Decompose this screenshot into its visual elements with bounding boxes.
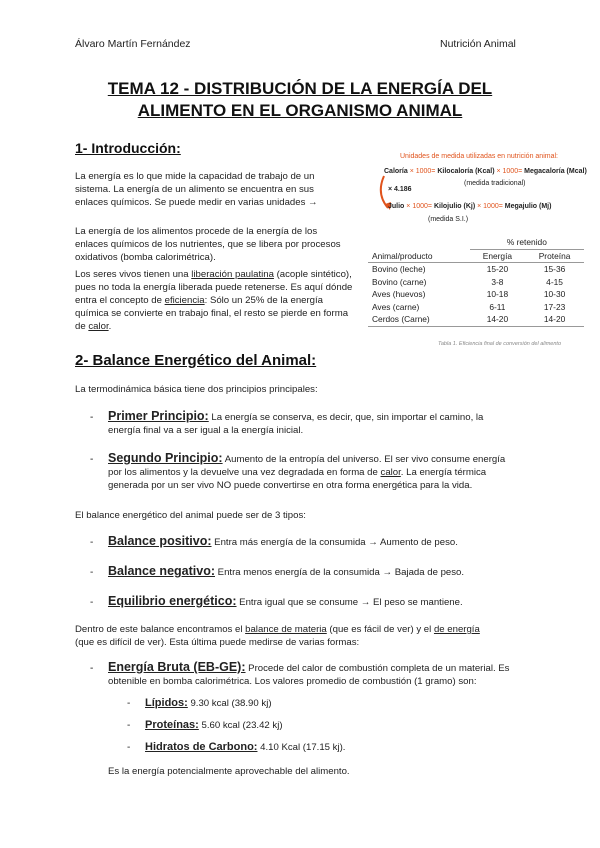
intro-paragraph-1: [75, 170, 375, 209]
bullet-dash: -: [90, 454, 94, 465]
bullet-dash: -: [127, 698, 131, 709]
text-line: generada por un ser vivo NO puede convertirse en otra forma energética para la vida.: [108, 480, 473, 491]
type-balance-negativo: [90, 565, 550, 579]
unit-kilojulio: Kilojulio (Kj): [433, 203, 476, 210]
title-line-1: TEMA 12 - DISTRIBUCIÓN DE LA ENERGÍA DEL: [107, 79, 493, 98]
table-cell: Bovino (carne): [372, 276, 427, 287]
bullet-dash: -: [90, 663, 94, 674]
principle-2: [90, 452, 550, 492]
intro-paragraph-3: [75, 268, 375, 333]
text-line: sistema. La energía de un alimento se encuentra en sus: [75, 184, 314, 195]
text-span: Entra igual que se consume → El peso se mantiene.: [236, 597, 463, 608]
term-liberacion-paulatina: liberación paulatina: [191, 269, 274, 280]
text-span: Entra menos energía de la consumida → Bajada de peso.: [215, 567, 465, 578]
table-cell: 14-20: [543, 314, 566, 325]
text-span: Procede del calor de combustión completa de un material. Es: [245, 663, 510, 674]
balance-heading-text: 2- Balance Energético del Animal:: [75, 352, 317, 369]
si-note: (medida S.I.): [428, 216, 469, 223]
text-line: oxidativos (bomba calorimétrica).: [75, 252, 216, 263]
term-balance-positivo: Balance positivo:: [108, 534, 212, 548]
nutrient-lipidos: [127, 697, 272, 710]
conversion-factor: × 4.186: [388, 186, 412, 193]
term-primer-principio: Primer Principio:: [108, 409, 209, 423]
term-calor: calor: [88, 321, 109, 332]
table-cell: 10-18: [486, 289, 509, 300]
table-cell: 6-11: [489, 301, 506, 312]
bullet-dash: -: [127, 720, 131, 731]
table-cell: Aves (carne): [372, 301, 420, 312]
text-line: enlaces químicos. Se puede medir en varias unidades →: [75, 197, 318, 208]
retention-table: [368, 236, 584, 327]
table-cell: 17-23: [543, 301, 566, 312]
course-header: Nutrición Animal: [440, 38, 516, 50]
table-cell: 15-20: [486, 264, 509, 275]
unit-kilocaloria: Kilocaloría (Kcal): [437, 168, 495, 175]
term-proteinas: Proteínas:: [145, 719, 199, 731]
intro-paragraph-2: [75, 225, 375, 264]
table-cell: 3-8: [491, 276, 504, 287]
energia-bruta-item: [90, 661, 550, 688]
term-hidratos-carbono: Hidratos de Carbono:: [145, 741, 258, 753]
text-line: enlaces químicos de los nutrientes, que se libera por procesos: [75, 239, 341, 250]
text-span: : Sólo un 25% de la energía: [204, 295, 324, 306]
text-line: [75, 294, 375, 307]
table-cell: Bovino (leche): [372, 264, 426, 275]
term-energia-bruta: Energía Bruta (EB-GE):: [108, 660, 246, 674]
nutrient-proteinas: [127, 719, 283, 732]
text-span: .: [108, 321, 112, 332]
bullet-dash: -: [90, 597, 94, 608]
nutrient-value: 9.30 kcal (38.90 kj): [187, 698, 272, 709]
table-cell: 15-36: [543, 264, 566, 275]
table-header: Proteína: [538, 250, 571, 261]
table-header-row: [368, 249, 584, 263]
factor: × 1000=: [406, 203, 432, 210]
energia-bruta-text: [90, 661, 550, 688]
table-row: [368, 313, 584, 326]
term-balance-negativo: Balance negativo:: [108, 564, 215, 578]
text-span: Entra más energía de la consumida → Aumento de peso.: [211, 537, 458, 548]
text-span: Dentro de este balance encontramos el: [75, 624, 246, 635]
bullet-dash: -: [127, 742, 131, 753]
table-cell: 14-20: [486, 314, 509, 325]
table-header: Energía: [482, 250, 513, 261]
title-line-2: ALIMENTO EN EL ORGANISMO ANIMAL: [137, 101, 463, 120]
nutrient-hidratos: [127, 741, 345, 754]
unit-megacaloria: Megacaloría (Mcal): [524, 168, 587, 175]
table-cell: 4-15: [546, 276, 563, 287]
thermo-intro: La termodinámica básica tiene dos principios principales:: [75, 384, 318, 395]
text-line: química se convierte en trabajo final, el resto se pierde en forma: [75, 308, 349, 319]
table-row: [368, 263, 584, 276]
text-line: (que es difícil de ver). Esta última puede medirse de varias formas:: [75, 637, 360, 648]
term-lipidos: Lípidos:: [145, 697, 188, 709]
unit-julio: Julio: [388, 203, 405, 210]
type-balance-positivo: [90, 535, 550, 549]
term-de-energia: de energía: [433, 624, 480, 635]
text-line: obtenible en bomba calorimétrica. Los valores promedio de combustión (1 gramo) son:: [108, 676, 477, 687]
text-span: de: [75, 321, 89, 332]
bullet-dash: -: [90, 567, 94, 578]
text-span: por los alimentos y la devuelve una vez degradada en forma de: [108, 467, 381, 478]
intro-heading: 1- Introducción:: [75, 140, 181, 156]
text-line: La energía de los alimentos procede de la energía de los: [75, 226, 318, 237]
unit-caloria: Caloría: [384, 168, 408, 175]
term-eficiencia: eficiencia: [164, 295, 205, 306]
factor: × 1000=: [496, 168, 523, 175]
forms-paragraph: [75, 623, 545, 649]
text-line: La energía es lo que mide la capacidad de trabajo de un: [75, 171, 315, 182]
text-span: (que es fácil de ver) y el: [326, 624, 434, 635]
calorie-row: [384, 168, 587, 175]
table-cell: Aves (huevos): [372, 289, 426, 300]
balance-heading: [75, 352, 316, 369]
unit-megajulio: Megajulio (Mj): [504, 203, 552, 210]
units-figure: [372, 150, 587, 350]
balance-types-intro: El balance energético del animal puede ser de 3 tipos:: [75, 510, 306, 521]
nutrient-value: 4.10 Kcal (17.15 kj).: [257, 742, 346, 753]
principle-text: [90, 410, 540, 437]
term-equilibrio-energetico: Equilibrio energético:: [108, 594, 237, 608]
table-cell: [368, 236, 470, 249]
table-group-header: % retenido: [470, 236, 584, 249]
figure-title: Unidades de medida utilizadas en nutrición animal:: [400, 153, 558, 160]
energia-bruta-note: Es la energía potencialmente aprovechable del alimento.: [108, 766, 350, 777]
factor: × 1000=: [409, 168, 436, 175]
term-balance-materia: balance de materia: [245, 624, 327, 635]
type-equilibrio: [90, 595, 550, 609]
page-title: [60, 78, 540, 122]
traditional-note: (medida tradicional): [464, 180, 526, 187]
term-segundo-principio: Segundo Principio:: [108, 451, 223, 465]
text-line: energía final va a ser igual a la energía inicial.: [108, 425, 304, 436]
table-cell: 10-30: [543, 289, 566, 300]
factor: × 1000=: [477, 203, 503, 210]
text-span: entra el concepto de: [75, 295, 165, 306]
nutrient-value: 5.60 kcal (23.42 kj): [198, 720, 283, 731]
table-header: Animal/producto: [372, 250, 433, 261]
author-header: Álvaro Martín Fernández: [75, 38, 191, 50]
text-line: [75, 268, 375, 281]
table-row: [368, 301, 584, 314]
text-line: pues no toda la energía liberada puede retenerse. Es aquí dónde: [75, 282, 353, 293]
text-span: Los seres vivos tienen una: [75, 269, 192, 280]
principle-1: [90, 410, 540, 437]
table-cell: Cerdos (Carne): [372, 314, 430, 325]
joule-row: [388, 203, 551, 210]
text-span: . La energía térmica: [400, 467, 487, 478]
text-span: La energía se conserva, es decir, que, sin importar el camino, la: [208, 412, 484, 423]
principle-text: [90, 452, 550, 492]
term-calor: calor: [380, 467, 401, 478]
text-line: [75, 320, 375, 333]
text-span: (acople sintético),: [273, 269, 352, 280]
bullet-dash: -: [90, 537, 94, 548]
table-caption: Tabla 1. Eficiencia final de conversión del alimento: [438, 341, 562, 347]
bullet-dash: -: [90, 412, 94, 423]
text-span: Aumento de la entropía del universo. El ser vivo consume energía: [222, 454, 506, 465]
table-group-row: [368, 236, 584, 249]
table-row: [368, 276, 584, 289]
table-row: [368, 288, 584, 301]
